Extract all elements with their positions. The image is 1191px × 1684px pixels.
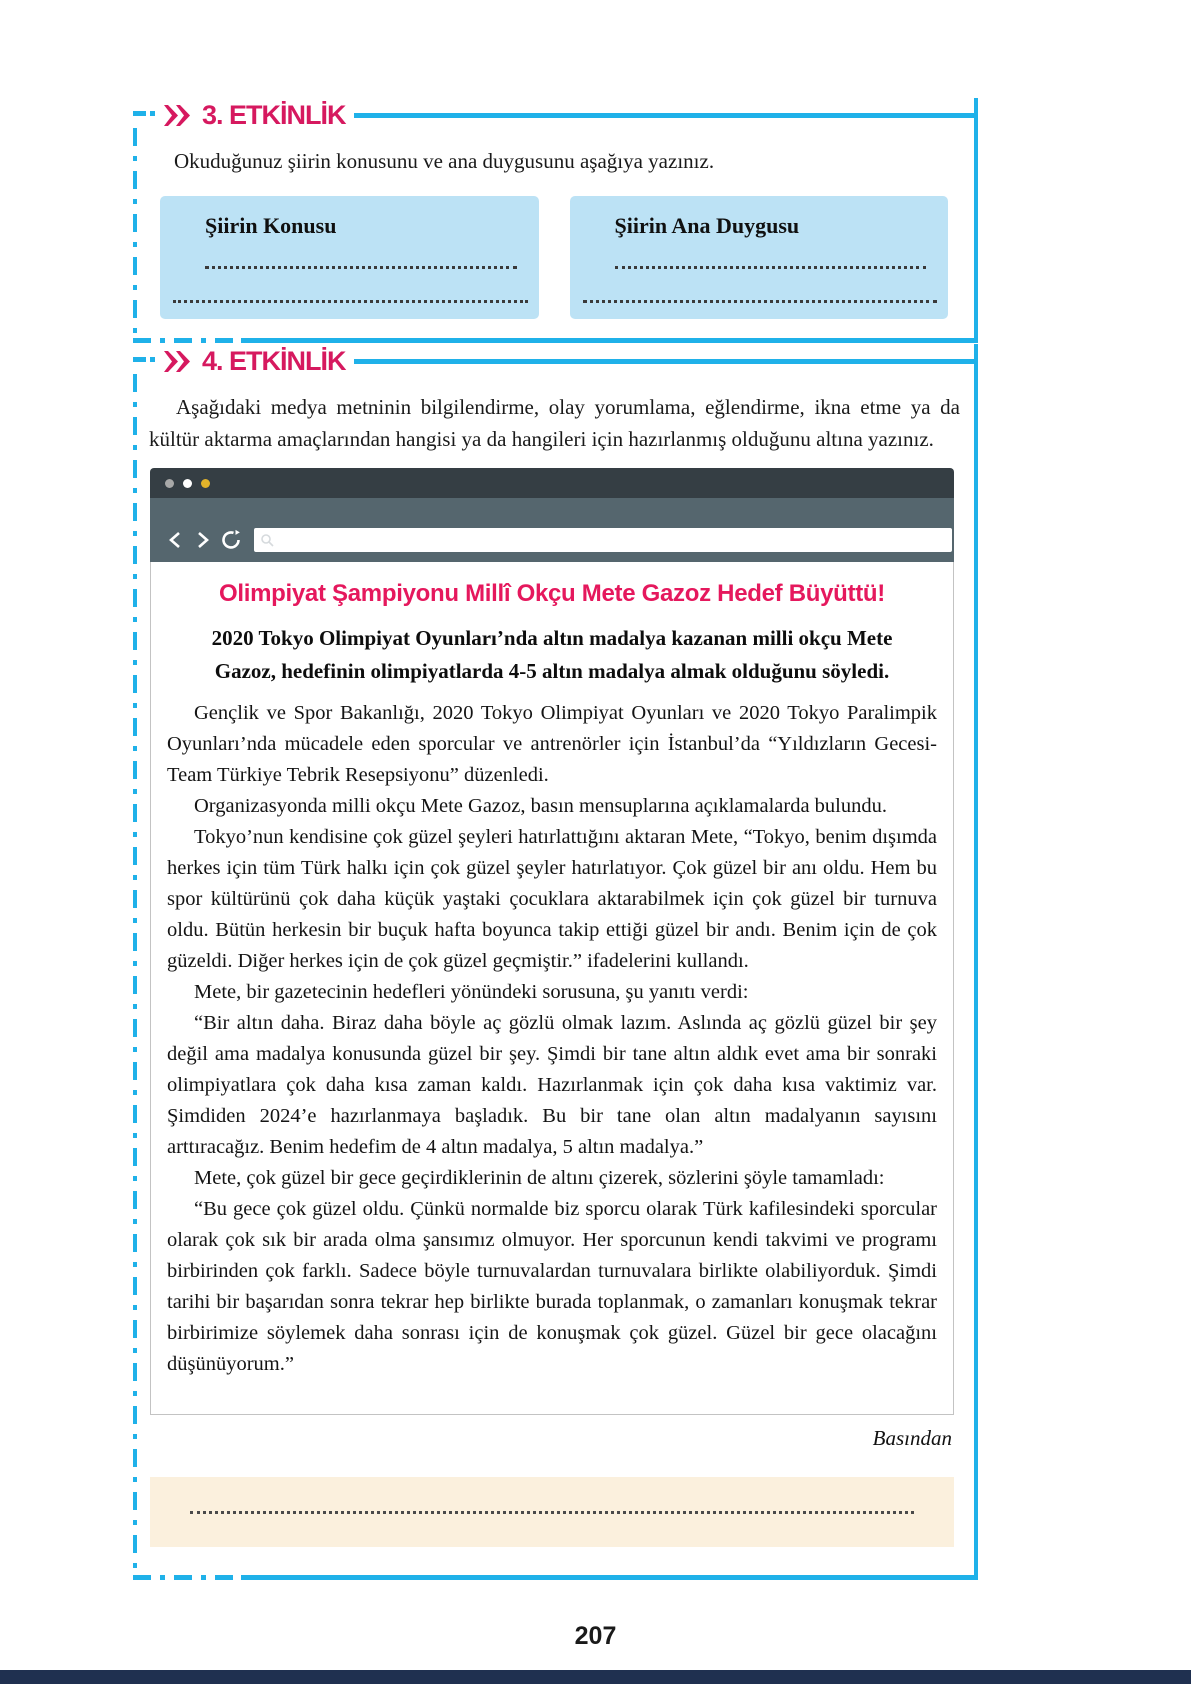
activity-4-section [133,344,978,1580]
page-number: 207 [574,1622,617,1650]
answer-line[interactable] [173,300,528,303]
window-dot-gray-icon[interactable] [165,479,174,488]
article-paragraph: “Bir altın daha. Biraz daha böyle aç gözlü olmak lazım. Aslında aç gözlü güzel bir şey değil ama madalya konusunda güzel bir şey. Şimdi bir tane altın aldık evet ama bir sonraki olimpiyatlara çok daha kısa zaman kaldı. Hazırlanmak için çok daha kısa vaktimiz var. Şimdiden 2024’e hazırlanmaya başladık. Bu bir tane olan altın madalyanın sayısını arttıracağız. Benim hedefim de 4 altın madalya, 5 altın madalya.” [167,1012,937,1158]
article-headline: Olimpiyat Şampiyonu Millî Okçu Mete Gazoz Hedef Büyüttü! [219,580,885,607]
dashed-border-left [133,374,137,1578]
activity-4-instruction: Aşağıdaki medya metninin bilgilendirme, olay yorumlama, eğlendirme, ikna etme ya da kültür aktarma amaçlarından hangisi ya da hangileri için hazırlanmış olduğunu altına yazınız. [149,395,960,451]
forward-button[interactable] [192,528,214,552]
browser-titlebar [150,468,954,498]
address-bar [254,528,952,552]
answer-boxes-row [160,196,948,319]
activity-4-title: 4. ETKİNLİK [202,345,346,376]
answer-line[interactable] [190,1511,914,1514]
answer-line[interactable] [615,266,927,269]
reload-button[interactable] [220,528,242,552]
window-dot-white-icon[interactable] [183,479,192,488]
chevron-left-icon [169,531,181,549]
page-edge-strip [0,1670,1191,1684]
activity-3-header [133,98,974,132]
browser-toolbar [150,498,954,562]
article-paragraph: Gençlik ve Spor Bakanlığı, 2020 Tokyo Olimpiyat Oyunları ve 2020 Tokyo Paralimpik Oyunları’nda mücadele eden sporcular ve antrenörler için İstanbul’da “Yıldızların Gecesi-Team Türkiye Tebrik Resepsiyonu” düzenledi. [167,702,937,786]
article-paragraph: “Bu gece çok güzel oldu. Çünkü normalde biz sporcu olarak Türk kafilesindeki sporcular olarak çok sık bir arada olma şansımız olmuyor. Her sporcunun kendi takvimi ve programı birbirinden çok farklı. Sadece böyle turnuvalardan turnuvalara birlikte olabiliyorduk. Şimdi tarihi bir başarıdan sonra tekrar hep birlikte burada toplanmak, o zamanları konuşmak tekrar birbirimize söylemek daha sonrası için de konuşmak çok güzel. Güzel bir gece olacağını düşünüyorum.” [167,1198,937,1375]
answer-box-label: Şiirin Konusu [205,213,337,238]
back-button[interactable] [164,528,186,552]
article-paragraph: Organizasyonda milli okçu Mete Gazoz, basın mensuplarına açıklamalarda bulundu. [194,795,887,817]
frame-bottom-border [133,338,974,343]
answer-box-label: Şiirin Ana Duygusu [614,213,800,238]
dashed-border-left [133,128,137,341]
activity-3-section [133,98,978,343]
article-paragraph: Mete, çok güzel bir gece geçirdiklerinin de altını çizerek, sözlerini şöyle tamamladı: [194,1167,885,1189]
frame-bottom-border [133,1575,974,1580]
window-dot-yellow-icon[interactable] [201,479,210,488]
double-arrow-icon [163,351,193,372]
url-field[interactable] [274,530,952,550]
answer-box-poem-main-emotion [570,196,949,319]
article-lead: 2020 Tokyo Olimpiyat Oyunları’nda altın madalya kazanan milli okçu Mete Gazoz, hedefinin olimpiyatlarda 4-5 altın madalya almak olduğunu söyledi. [211,626,893,683]
header-rule [354,359,974,364]
article-paragraph: Tokyo’nun kendisine çok güzel şeyleri hatırlattığını aktaran Mete, “Tokyo, benim dışımda herkes için tüm Türk halkı için çok güzel şeyler hatırlatıyor. Çok güzel bir anı oldu. Hem bu spor kültürünü çok daha küçük yaştaki çocuklara aktarabilmek için çok güzel bir turnuva oldu. Bütün herkesin bir buçuk hafta boyunca takip ettiği güzel bir andı. Benim için de çok güzeldi. Diğer herkes için de çok güzel geçmiştir.” ifadelerini kullandı. [167,826,937,972]
reload-icon [220,529,242,551]
search-icon [260,533,274,547]
answer-note-box [150,1477,954,1547]
article-attribution: Basından [872,1426,952,1450]
answer-line[interactable] [583,300,938,303]
activity-3-title: 3. ETKİNLİK [202,99,346,130]
article-paragraph: Mete, bir gazetecinin hedefleri yönündeki sorusuna, şu yanıtı verdi: [194,981,749,1003]
activity-4-header [133,344,974,378]
double-arrow-icon [163,105,193,126]
answer-line[interactable] [205,266,517,269]
activity-3-instruction: Okuduğunuz şiirin konusunu ve ana duygusunu aşağıya yazınız. [174,149,715,173]
header-rule [354,113,974,118]
answer-box-poem-topic [160,196,539,319]
article-body [150,562,954,1415]
browser-window [150,468,954,1415]
chevron-right-icon [197,531,209,549]
